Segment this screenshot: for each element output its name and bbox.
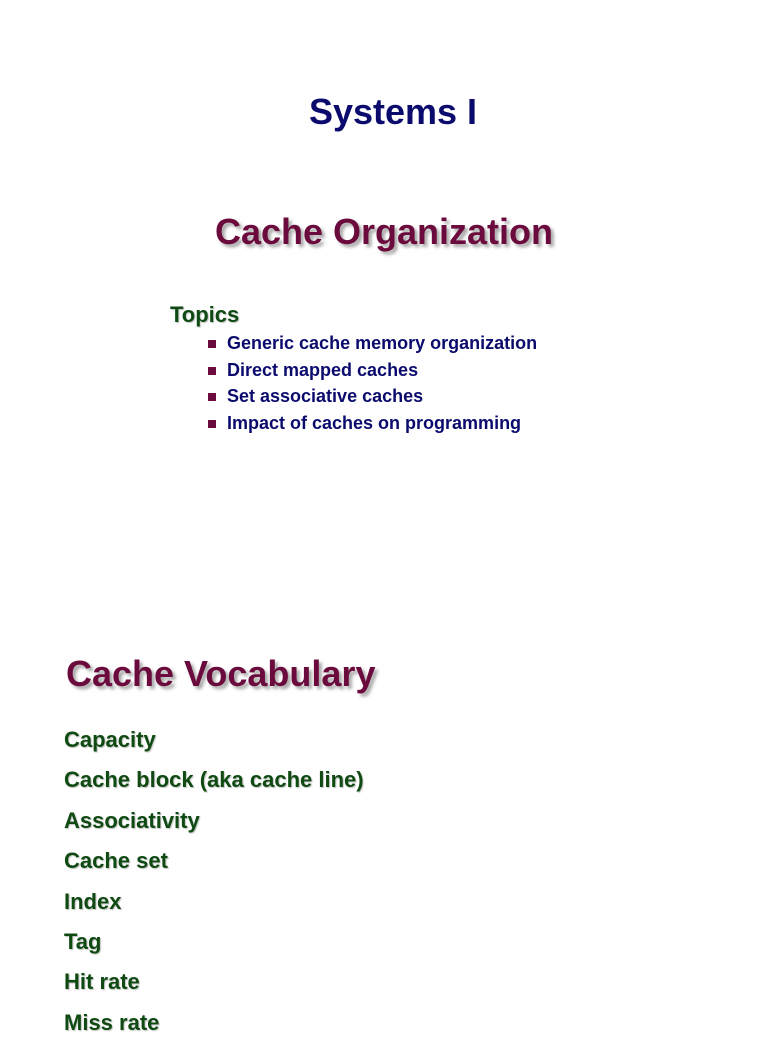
topic-label: Direct mapped caches bbox=[227, 359, 419, 380]
vocabulary-term: Index bbox=[64, 888, 122, 914]
slide-title-cache-vocabulary: Cache Vocabulary bbox=[66, 653, 376, 694]
topic-item bbox=[208, 410, 537, 437]
vocabulary-term: Cache set bbox=[64, 848, 168, 874]
topic-list bbox=[208, 330, 537, 437]
square-bullet-icon bbox=[208, 393, 216, 401]
topic-label: Set associative caches bbox=[227, 386, 424, 407]
vocabulary-term: Hit rate bbox=[64, 969, 140, 995]
vocabulary-list bbox=[64, 720, 364, 1043]
vocabulary-term: Miss rate bbox=[64, 1009, 160, 1035]
square-bullet-icon bbox=[208, 340, 216, 348]
topic-item bbox=[208, 383, 537, 410]
topic-label: Impact of caches on programming bbox=[227, 413, 522, 434]
topic-label: Generic cache memory organization bbox=[227, 333, 538, 353]
topic-item bbox=[208, 357, 537, 384]
slide-title-cache-organization: Cache Organization bbox=[214, 211, 554, 252]
vocabulary-term: Tag bbox=[64, 929, 102, 955]
topic-item bbox=[208, 330, 537, 357]
course-title: Systems I bbox=[308, 91, 478, 132]
topics-heading: Topics bbox=[170, 302, 240, 327]
vocabulary-term: Capacity bbox=[64, 727, 156, 752]
vocabulary-term: Associativity bbox=[64, 807, 200, 833]
vocabulary-term: Cache block (aka cache line) bbox=[64, 767, 364, 793]
square-bullet-icon bbox=[208, 367, 216, 375]
square-bullet-icon bbox=[208, 420, 216, 428]
